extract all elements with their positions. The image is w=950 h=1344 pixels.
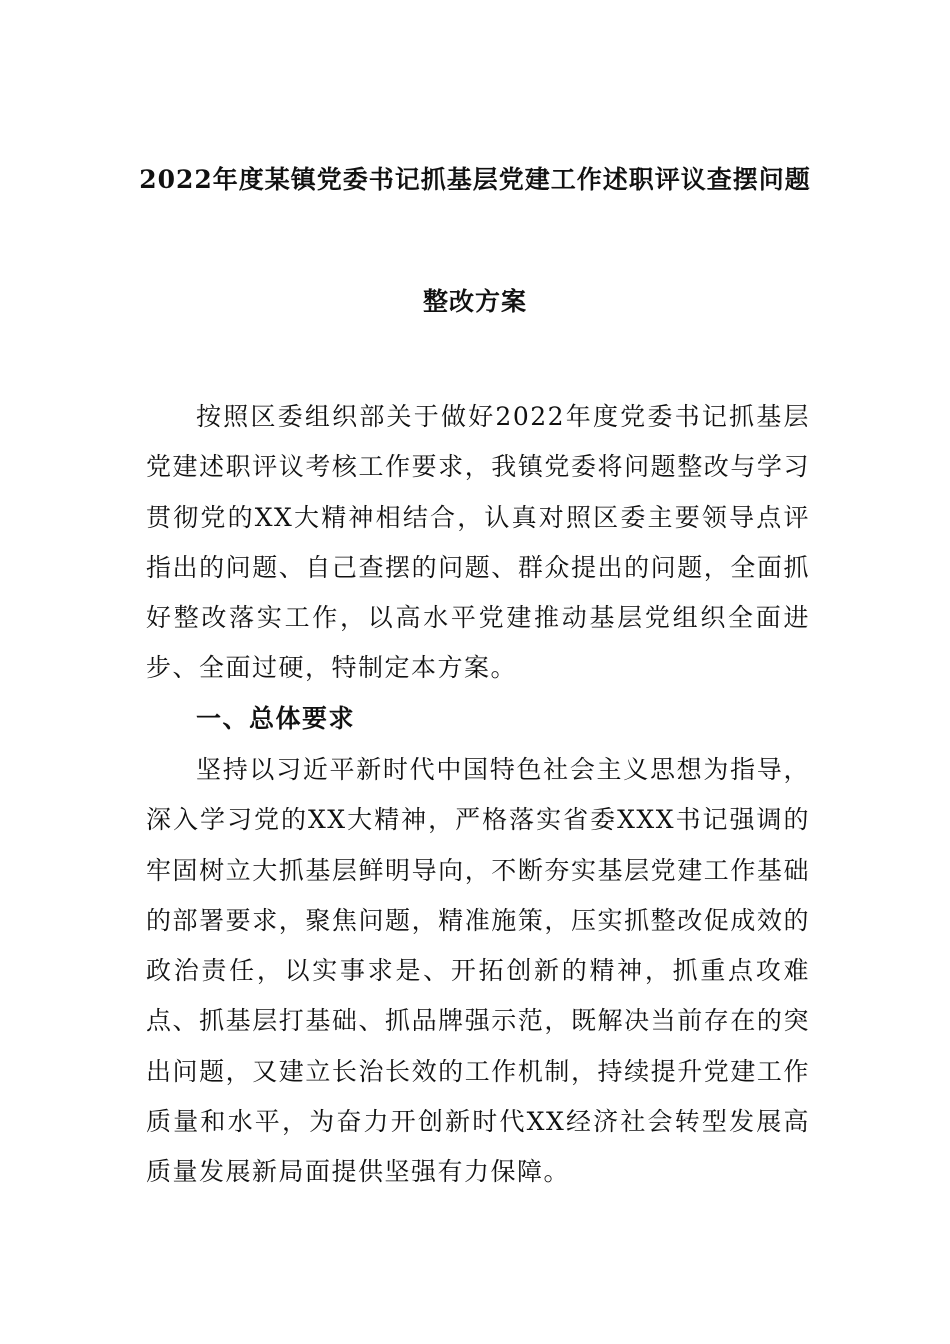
section-1-heading-block [146, 694, 810, 744]
document-title-line-1: 2022年度某镇党委书记抓基层党建工作述职评议查摆问题 [139, 165, 811, 194]
section-1-paragraph: 坚持以习近平新时代中国特色社会主义思想为指导，深入学习党的XX大精神，严格落实省委XXX书记强调的牢固树立大抓基层鲜明导向，不断夯实基层党建工作基础的部署要求，聚焦问题，精准施策，压实抓整改促成效的政治责任，以实事求是、开拓创新的精神，抓重点攻难点、抓基层打基础、抓品牌强示范，既解决当前存在的突出问题，又建立长治长效的工作机制，持续提升党建工作质量和水平，为奋力开创新时代XX经济社会转型发展高质量发展新局面提供坚强有力保障。 [146, 755, 810, 1187]
intro-section [146, 392, 810, 694]
section-1-body [146, 745, 810, 1198]
section-1-heading: 一、总体要求 [196, 704, 356, 733]
intro-paragraph: 按照区委组织部关于做好2022年度党委书记抓基层党建述职评议考核工作要求，我镇党委将问题整改与学习贯彻党的XX大精神相结合，认真对照区委主要领导点评指出的问题、自己查摆的问题、群众提出的问题，全面抓好整改落实工作，以高水平党建推动基层党组织全面进步、全面过硬，特制定本方案。 [146, 402, 810, 683]
document-title-line-2: 整改方案 [422, 287, 527, 316]
